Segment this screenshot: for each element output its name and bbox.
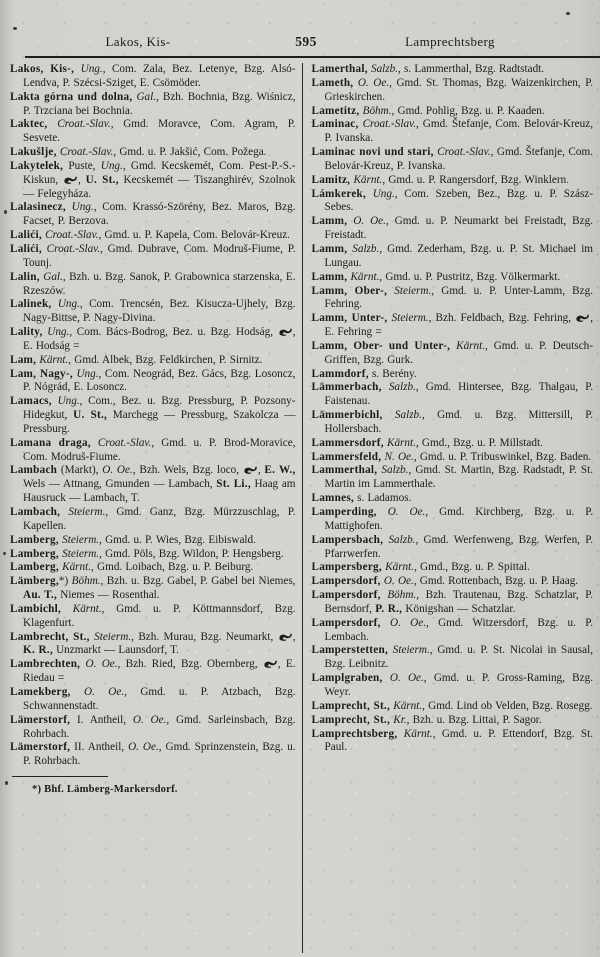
entry-region: Kärnt. — [39, 353, 69, 366]
entry-headword: Lambrechten, — [10, 658, 81, 671]
entry-region: Croat.-Slav. — [57, 118, 111, 131]
entry-text: , Gmd. Witzersdorf, Bzg. u. P. Lembach. — [324, 616, 593, 643]
entry-region: O. Oe. — [128, 741, 159, 754]
footnote-body: Bhf. Lämberg-Markersdorf. — [41, 784, 178, 796]
entry-text — [377, 506, 388, 518]
gazetteer-entry — [312, 174, 594, 188]
gazetteer-entry — [10, 561, 296, 575]
entry-text: Niemes — Rosenthal. — [57, 589, 160, 602]
gazetteer-entry — [10, 548, 296, 562]
gazetteer-entry — [312, 63, 594, 77]
entry-headword: Lamm, — [311, 215, 348, 228]
entry-region: Kärnt. — [62, 561, 92, 574]
gazetteer-entry — [10, 243, 296, 271]
gazetteer-entry — [10, 118, 296, 146]
entry-region: Kärnt. — [350, 270, 380, 283]
entry-region: Salzb. — [388, 381, 416, 394]
entry-text: , Gmd. St. Thomas, Bzg. Waizenkirchen, P. Grieskirchen. — [324, 76, 593, 103]
entry-text: , Bzh. Feldbach, Bzg. Fehring, — [428, 312, 576, 325]
gazetteer-entry — [312, 575, 594, 589]
entry-headword: Lakytelek, — [10, 159, 64, 172]
entry-region: Steierm. — [62, 547, 100, 560]
entry-region: O. Oe. — [84, 685, 125, 698]
entry-text: , Gmd. Štefanje, Com. Belovár-Kreuz, P. Ivanska. — [324, 118, 593, 145]
gazetteer-entry — [312, 714, 594, 728]
entry-text: , Gmd. u. P. Ettendorf, Bzg. St. Paul. — [324, 727, 594, 754]
entry-headword: Lamplgraben, — [311, 672, 383, 685]
entry-text: (Markt), — [57, 464, 103, 477]
entry-headword: Au. T., — [23, 589, 58, 602]
two-column-text-block — [10, 63, 593, 953]
entry-text: , Gmd. Sarleinsbach, Bzg. Rohrbach. — [23, 713, 296, 740]
entry-headword: U. St., — [85, 173, 119, 186]
entry-text — [61, 603, 73, 615]
entry-headword: Lamperstetten, — [311, 644, 389, 657]
entry-text: , Bzh. Murau, Bzg. Neumarkt, — [131, 630, 278, 643]
gazetteer-entry — [10, 437, 296, 465]
entry-region: Ung. — [100, 159, 123, 172]
entry-region: Croat.-Slav. — [362, 118, 417, 131]
entry-headword: Lakušlje, — [10, 146, 57, 159]
left-column-entries — [10, 63, 296, 769]
entry-text: , Com. Trencsén, Bez. Kisucza-Ujhely, Bzg. Nagy-Bittse, P. Nagy-Divina. — [23, 298, 296, 325]
entry-region: Steierm. — [394, 284, 432, 297]
entry-headword: St. Li., — [216, 478, 251, 491]
page-header — [0, 34, 600, 54]
left-column — [10, 63, 302, 953]
entry-text: , Gmd. Hintersee, Bzg. Thalgau, P. Faistenau. — [324, 381, 593, 408]
entry-text: , Gmd. Štefanje, Com. Belovár-Kreuz, P. Ivanska. — [324, 146, 593, 172]
entry-text: Wels — Attnang, Gmunden — Lambach, — [23, 478, 217, 491]
entry-text: , Com. Neográd, Bez. Gács, Bzg. Losoncz, P. Nógrád, E. Losoncz. — [23, 367, 296, 394]
entry-region: Salzb. — [394, 409, 422, 422]
entry-text: , Gmd. Rottenbach, Bzg. u. P. Haag. — [413, 575, 579, 588]
entry-headword: Lalin, — [10, 270, 40, 283]
gazetteer-entry — [312, 617, 594, 645]
entry-text: , Gmd. Moravce, Com. Agram, P. Sesvete. — [23, 118, 296, 145]
entry-text: , Bzh. Ried, Bzg. Obernberg, — [117, 658, 263, 671]
footnote-rule — [12, 776, 108, 777]
entry-text: I. Antheil, — [70, 713, 133, 726]
gazetteer-entry — [10, 201, 296, 229]
post-horn-icon — [264, 660, 277, 668]
entry-region: Steierm. — [62, 533, 100, 546]
gazetteer-entry — [312, 534, 594, 562]
entry-headword: Lalići, — [10, 242, 42, 255]
gazetteer-entry — [10, 271, 296, 299]
entry-region: Ung. — [57, 395, 80, 408]
gazetteer-entry — [312, 188, 594, 216]
entry-region: Steierm. — [68, 506, 106, 518]
entry-region: Steierm. — [392, 644, 430, 657]
entry-text: , Gmd. Albek, Bzg. Feldkirchen, P. Sirnitz. — [68, 353, 263, 366]
header-left-keyword: Lakos, Kis- — [105, 34, 171, 49]
entry-headword: Lamberg, — [10, 547, 59, 560]
gazetteer-entry — [312, 243, 594, 271]
entry-headword: Lamm, — [311, 270, 348, 283]
entry-text: , E. Fehring = — [324, 312, 593, 339]
entry-text: , Gmd. u. P. Köttmannsdorf, Bzg. Klagenfurt. — [23, 602, 296, 629]
gazetteer-entry — [312, 215, 594, 243]
entry-region: Salzb. — [381, 464, 409, 477]
entry-region: Ung. — [47, 326, 70, 339]
entry-text: , Gmd., Bzg. u. P. Spittal. — [414, 561, 530, 574]
entry-region: Croat.-Slav. — [437, 146, 491, 159]
entry-region: Ung. — [372, 187, 395, 200]
entry-headword: Lamerthal, — [311, 63, 368, 75]
entry-text: , Gmd., Bzg. u. P. Millstadt. — [415, 436, 543, 449]
entry-region: O. Oe. — [353, 215, 386, 228]
entry-text: , Gmd. Pöls, Bzg. Wildon, P. Hengsberg. — [99, 547, 284, 560]
gazetteer-entry — [10, 160, 296, 202]
footnote-block — [10, 776, 296, 796]
entry-text: , Gmd. u. Bzg. Mittersill, P. Hollersbach. — [324, 409, 593, 435]
gazetteer-entry — [312, 409, 594, 437]
gazetteer-entry — [312, 464, 594, 492]
entry-headword: Lamm, Unter-, — [311, 312, 388, 325]
entry-region: Ung. — [71, 201, 94, 214]
scan-speck — [566, 12, 570, 15]
gazetteer-entry — [10, 354, 296, 368]
entry-text — [383, 409, 395, 421]
entry-headword: Lammersfeld, — [311, 450, 382, 463]
entry-text: , Gmd. u. P. St. Nicolai in Sausal, Bzg. Leibnitz. — [324, 644, 593, 671]
entry-headword: Lampersbach, — [311, 533, 384, 546]
entry-headword: Lambach, — [10, 506, 61, 518]
entry-text: , Com. Szeben, Bez., Bzg. u. P. Szász-Sebes. — [324, 187, 593, 214]
entry-headword: Lämerstorf, — [10, 713, 71, 726]
entry-headword: Lamana draga, — [10, 436, 91, 449]
gazetteer-entry — [10, 464, 296, 506]
entry-region: Croat.-Slav. — [59, 146, 114, 159]
gazetteer-entry — [312, 700, 594, 714]
entry-region: O. Oe. — [357, 76, 390, 89]
entry-text: *) — [58, 575, 72, 588]
entry-text: , Gmd. u. P. Unter-Lamm, Bzg. Fehring. — [324, 284, 594, 311]
entry-headword: Laminac, — [311, 118, 359, 131]
entry-headword: Lality, — [10, 326, 43, 339]
entry-headword: Lamprechtsberg, — [311, 727, 398, 740]
entry-headword: Lameth, — [311, 76, 354, 89]
entry-region: Gal. — [136, 90, 157, 103]
entry-text: , Bzh. Trautenau, Bzg. Schatzlar, P. Bernsdorf, — [324, 589, 593, 615]
gazetteer-entry — [312, 77, 594, 105]
entry-region: Kärnt. — [393, 699, 423, 712]
entry-headword: Lambach — [10, 464, 58, 477]
gazetteer-entry — [10, 229, 296, 243]
entry-text: , E. Riedau = — [23, 658, 296, 685]
entry-text: , Gmd. u. P. Kapela, Com. Belovár-Kreuz. — [98, 229, 290, 242]
gazetteer-entry — [10, 714, 296, 742]
gazetteer-entry — [10, 575, 296, 603]
gazetteer-entry — [10, 603, 296, 631]
entry-headword: Lämerstorf, — [10, 741, 71, 754]
entry-headword: Lamnes, — [311, 492, 354, 505]
entry-region: O. Oe. — [85, 658, 118, 671]
entry-headword: Lamberg, — [10, 561, 59, 574]
entry-region: Böhm. — [71, 575, 101, 588]
gazetteer-entry — [312, 381, 594, 409]
gazetteer-entry — [10, 368, 296, 396]
gazetteer-entry — [10, 395, 296, 437]
gazetteer-entry — [10, 506, 296, 534]
entry-region: Ung. — [80, 63, 103, 75]
post-horn-icon — [576, 314, 589, 322]
gazetteer-entry — [312, 672, 594, 700]
entry-text: , Gmd. u. P. Neumarkt bei Freistadt, Bzg. Freistadt. — [324, 215, 593, 242]
entry-headword: Lamekberg, — [10, 685, 71, 698]
post-horn-icon — [279, 633, 292, 641]
gazetteer-entry — [312, 146, 594, 174]
gazetteer-entry — [312, 728, 594, 756]
entry-text: , — [77, 173, 86, 186]
entry-headword: Lambrecht, St., — [10, 630, 90, 643]
gazetteer-entry — [312, 644, 594, 672]
gazetteer-entry — [10, 298, 296, 326]
gazetteer-entry — [312, 589, 594, 617]
entry-headword: Lámkerek, — [311, 187, 367, 200]
entry-text: II. Antheil, — [70, 741, 129, 754]
gazetteer-entry — [10, 686, 296, 714]
gazetteer-entry — [312, 118, 594, 146]
post-horn-icon — [244, 466, 257, 474]
gazetteer-entry — [312, 285, 594, 313]
gazetteer-entry — [10, 326, 296, 354]
entry-text: , Bzh. u. Bzg. Littai, P. Sagor. — [406, 713, 542, 726]
gazetteer-entry — [312, 437, 594, 451]
entry-text: , Gmd. u. P. Rangersdorf, Bzg. Winklern. — [382, 173, 569, 186]
gazetteer-entry — [312, 105, 594, 119]
entry-text: s. Berény. — [368, 367, 417, 380]
entry-headword: Lamitz, — [311, 173, 351, 186]
entry-text: Unzmarkt — Launsdorf, T. — [52, 644, 179, 657]
gazetteer-entry — [10, 741, 296, 769]
entry-headword: Lamberg, — [10, 533, 59, 546]
footnote-marker: *) — [32, 784, 42, 796]
entry-headword: Laktec, — [10, 118, 48, 131]
entry-region: Kärnt. — [353, 173, 383, 186]
entry-text: , Gmd. Lind ob Velden, Bzg. Rosegg. — [422, 699, 593, 712]
gazetteer-entry — [312, 340, 594, 368]
entry-text — [91, 437, 98, 449]
entry-text: , Gmd. Kecskemét, Com. Pest-P.-S.-Kiskun, — [23, 159, 296, 186]
entry-headword: Lamperding, — [311, 506, 377, 518]
entry-text: , s. Lammerthal, Bzg. Radtstadt. — [398, 63, 545, 75]
entry-text: , Gmd. u. P. Atzbach, Bzg. Schwannenstadt. — [23, 685, 296, 712]
entry-region: Kärnt. — [385, 561, 415, 574]
entry-headword: Lakos, Kis-, — [10, 63, 75, 75]
gazetteer-entry — [312, 368, 594, 382]
entry-headword: Lakta górna und dolna, — [10, 90, 133, 103]
scan-speck — [13, 27, 17, 30]
entry-text: , Gmd. Dubrave, Com. Modruš-Fiume, P. Tounj. — [23, 242, 296, 269]
gazetteer-entry — [10, 631, 296, 659]
right-column — [302, 63, 594, 953]
entry-text: , Gmd. Pohlig, Bzg. u. P. Kaaden. — [391, 104, 545, 117]
entry-text: , Gmd. u. P. Brod-Moravice, Com. Modruš-Fiume. — [23, 436, 296, 463]
entry-region: O. Oe. — [102, 464, 133, 477]
scan-speck — [3, 552, 6, 555]
entry-text: , Gmd. Kirchberg, Bzg. u. P. Mattighofen. — [324, 506, 593, 532]
entry-text: , E. Hodság = — [23, 326, 296, 352]
entry-headword: Lalinek, — [10, 298, 52, 311]
entry-text — [383, 672, 390, 684]
entry-text — [47, 118, 57, 130]
entry-headword: Lam, Nagy-, — [10, 367, 73, 380]
entry-region: O. Oe. — [383, 575, 414, 588]
entry-text: , Gmd. Werfenweng, Bzg. Werfen, P. Pfarrwerfen. — [324, 533, 593, 560]
entry-text: , Com. Bács-Bodrog, Bez. u. Bzg. Hodság, — [69, 326, 278, 339]
entry-headword: Lammerthal, — [311, 464, 378, 477]
entry-region: N. Oe. — [384, 450, 414, 463]
entry-region: Steierm. — [391, 312, 429, 325]
entry-text: , Gmd. Loibach, Bzg. u. P. Beiburg. — [91, 561, 254, 574]
entry-text: , Gmd. u. P. Tribuswinkel, Bzg. Baden. — [413, 450, 592, 463]
scan-speck — [5, 781, 8, 785]
entry-region: Gal. — [43, 270, 63, 283]
entry-headword: Laminac novi und stari, — [311, 146, 434, 159]
entry-text: Puste, — [63, 159, 101, 172]
entry-headword: K. R., — [23, 644, 53, 657]
entry-text: , Bzh. u. Bzg. Gabel, P. Gabel bei Niemes, — [100, 575, 296, 588]
entry-region: O. Oe. — [389, 616, 426, 629]
entry-region: Kärnt. — [387, 436, 416, 449]
gazetteer-entry — [10, 91, 296, 119]
gazetteer-entry — [312, 312, 594, 340]
header-rule — [25, 56, 600, 58]
entry-text — [366, 188, 373, 200]
post-horn-icon — [64, 176, 77, 184]
footnote-text — [10, 783, 296, 796]
gazetteer-entry — [10, 146, 296, 160]
entry-text: , Gmd. u. P. Wies, Bzg. Eibiswald. — [99, 533, 256, 546]
right-column-entries — [312, 63, 594, 755]
entry-region: Salzb. — [388, 533, 416, 546]
entry-text: , Gmd. u. P. Gross-Raming, Bzg. Weyr. — [324, 672, 594, 698]
entry-region: Croat.-Slav. — [46, 242, 101, 255]
entry-headword: Lamprecht, St., — [311, 699, 391, 712]
entry-headword: Lämmerbichl, — [311, 409, 383, 422]
entry-headword: Lammersdorf, — [311, 436, 384, 449]
entry-region: Ung. — [57, 298, 80, 311]
entry-text: , Com. Zala, Bez. Letenye, Bzg. Alsó-Lendva, P. Szécsi-Sziget, E. Csömöder. — [23, 63, 296, 89]
gazetteer-entry — [10, 534, 296, 548]
entry-text: , Gmd. Zederham, Bzg. u. P. St. Michael im Lungau. — [324, 242, 594, 269]
entry-headword: Lalići, — [10, 229, 42, 242]
entry-region: Croat.-Slav. — [97, 436, 152, 449]
page-number: 595 — [295, 34, 317, 49]
entry-region: Kärnt. — [456, 339, 486, 352]
entry-text: Marchegg — Pressburg, Szakolcza — Pressburg. — [23, 409, 296, 435]
entry-text: , Com. Krassó-Szörény, Bez. Maros, Bzg. Facset, P. Berzova. — [23, 201, 296, 228]
entry-region: Kr. — [393, 713, 407, 726]
entry-headword: Lämberg, — [10, 575, 59, 588]
entry-text: , Gmd. Sprinzenstein, Bzg. u. P. Rohrbach. — [23, 741, 296, 768]
entry-headword: P. R., — [375, 602, 403, 615]
entry-text: , Gmd. u. P. Pustritz, Bzg. Völkermarkt. — [379, 270, 561, 283]
entry-text: s. Ladamos. — [353, 492, 412, 505]
entry-text: Königshan — Schatzlar. — [402, 602, 516, 615]
entry-text — [382, 381, 389, 393]
entry-text: Kecskemét — Tiszanghirév, Szolnok — Felegyháza. — [23, 173, 296, 200]
entry-region: Steierm. — [94, 630, 132, 643]
entry-region: O. Oe. — [387, 506, 426, 518]
entry-headword: U. St., — [73, 409, 108, 422]
entry-text: , Gmd. Ganz, Bzg. Mürzzuschlag, P. Kapellen. — [23, 506, 296, 532]
entry-headword: Lamacs, — [10, 395, 52, 408]
entry-headword: Lam, — [10, 353, 37, 366]
entry-text: , Bzh. Bochnia, Bzg. Wiśnicz, P. Trzciana bei Bochnia. — [23, 90, 296, 117]
entry-headword: Lametitz, — [311, 104, 360, 117]
entry-headword: Lamm, — [311, 242, 348, 255]
entry-region: Kärnt. — [72, 602, 102, 615]
entry-headword: Lamm, Ober- und Unter-, — [311, 339, 451, 352]
entry-headword: Lambichl, — [10, 602, 62, 615]
entry-headword: Lämmerbach, — [311, 381, 382, 394]
entry-text: , Gmd. St. Martin, Bzg. Radstadt, P. St. Martin im Lammerthale. — [324, 464, 593, 491]
entry-region: Böhm. — [362, 104, 392, 117]
entry-headword: Lamprecht, St., — [311, 713, 391, 726]
gazetteer-entry — [312, 561, 594, 575]
entry-text — [71, 686, 84, 698]
entry-text: , Gmd. u. P. Deutsch-Griffen, Bzg. Gurk. — [324, 339, 594, 366]
entry-headword: Lampersdorf, — [311, 616, 381, 629]
entry-region: O. Oe. — [132, 713, 167, 726]
header-right-keyword: Lamprechtsberg — [405, 34, 495, 49]
entry-region: Ung. — [76, 367, 99, 380]
entry-headword: Lampersdorf, — [311, 575, 381, 588]
entry-text: , — [257, 464, 265, 477]
scan-speck — [4, 210, 7, 214]
gazetteer-entry — [312, 506, 594, 534]
entry-region: Salzb. — [352, 242, 380, 255]
entry-headword: Lampersberg, — [311, 561, 382, 574]
gazetteer-entry — [10, 63, 296, 91]
entry-text — [381, 617, 390, 629]
entry-headword: Lamm, Ober-, — [311, 284, 388, 297]
entry-text: , Com., Bez. u. Bzg. Pressburg, P. Pozsony-Hidegkut, — [23, 395, 296, 422]
entry-text: Haag am Hausruck — Lambach, T. — [23, 478, 296, 505]
entry-region: Böhm. — [387, 589, 417, 602]
gazetteer-entry — [312, 451, 594, 465]
gazetteer-entry — [312, 271, 594, 285]
post-horn-icon — [279, 328, 292, 336]
entry-text: , — [292, 630, 296, 643]
gazetteer-entry — [10, 658, 296, 686]
entry-region: Kärnt. — [403, 727, 433, 740]
entry-region: Croat.-Slav. — [45, 229, 99, 242]
entry-text: , Gmd. u. P. Jakšić, Com. Požega. — [113, 146, 267, 159]
entry-text: , Bzh. u. Bzg. Sanok, P. Grabownica starzenska, E. Rzeszów. — [23, 270, 296, 297]
entry-text: , Bzh. Wels, Bzg. loco, — [132, 464, 243, 477]
entry-region: Salzb. — [370, 63, 399, 75]
entry-headword: E. W., — [264, 464, 296, 477]
gazetteer-entry — [312, 492, 594, 506]
entry-headword: Lampersdorf, — [311, 589, 381, 602]
entry-headword: Lalasinecz, — [10, 201, 66, 214]
entry-headword: Lammdorf, — [311, 367, 369, 380]
entry-region: O. Oe. — [389, 672, 424, 685]
